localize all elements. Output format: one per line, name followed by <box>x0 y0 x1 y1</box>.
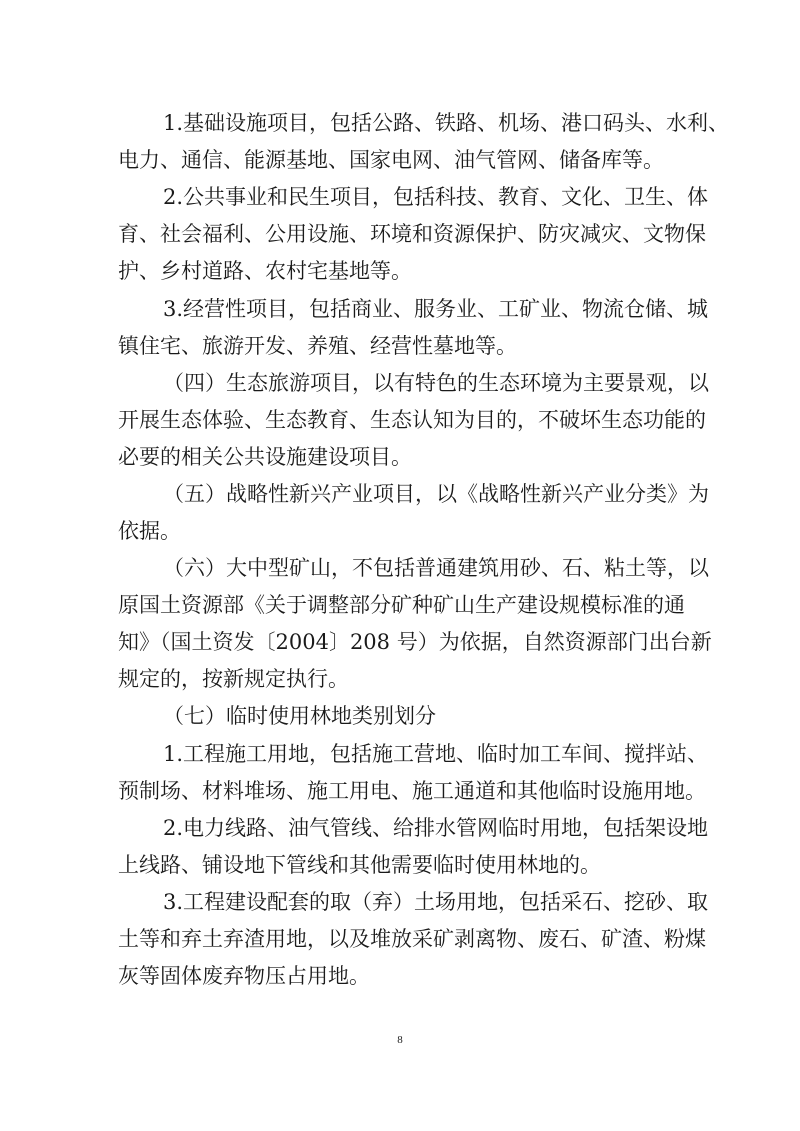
body-line: 知》（国土资发〔2004〕208 号）为依据，自然资源部门出台新 <box>118 630 712 654</box>
body-line: 3.经营性项目，包括商业、服务业、工矿业、物流仓储、城 <box>163 297 709 321</box>
section-heading-seven: （七）临时使用林地类别划分 <box>163 704 436 728</box>
body-line: 灰等固体废弃物压占用地。 <box>118 964 370 988</box>
page-number: 8 <box>397 1034 403 1046</box>
body-line: 原国土资源部《关于调整部分矿种矿山生产建设规模标准的通 <box>118 593 685 617</box>
body-line: 规定的，按新规定执行。 <box>118 667 349 691</box>
body-line: 电力、通信、能源基地、国家电网、油气管网、储备库等。 <box>118 148 664 172</box>
section-heading-four: （四）生态旅游项目，以有特色的生态环境为主要景观，以 <box>163 371 709 395</box>
body-line: 上线路、铺设地下管线和其他需要临时使用林地的。 <box>118 853 601 877</box>
body-line: 护、乡村道路、农村宅基地等。 <box>118 259 412 283</box>
body-line: 2.电力线路、油气管线、给排水管网临时用地，包括架设地 <box>163 816 709 840</box>
body-line: 镇住宅、旅游开发、养殖、经营性墓地等。 <box>118 334 517 358</box>
body-line: 1.工程施工用地，包括施工营地、临时加工车间、搅拌站、 <box>163 742 709 766</box>
body-line: 依据。 <box>118 519 181 543</box>
body-line: 预制场、材料堆场、施工用电、施工通道和其他临时设施用地。 <box>118 779 706 803</box>
body-line: 开展生态体验、生态教育、生态认知为目的，不破坏生态功能的 <box>118 408 706 432</box>
section-heading-six: （六）大中型矿山，不包括普通建筑用砂、石、粘土等，以 <box>163 556 709 580</box>
body-line: 1.基础设施项目，包括公路、铁路、机场、港口码头、水利、 <box>163 111 730 135</box>
body-line: 育、社会福利、公用设施、环境和资源保护、防灾减灾、文物保 <box>118 222 706 246</box>
body-line: 土等和弃土弃渣用地，以及堆放采矿剥离物、废石、矿渣、粉煤 <box>118 927 706 951</box>
section-heading-five: （五）战略性新兴产业项目，以《战略性新兴产业分类》为 <box>163 482 709 506</box>
body-line: 必要的相关公共设施建设项目。 <box>118 445 412 469</box>
body-line: 2.公共事业和民生项目，包括科技、教育、文化、卫生、体 <box>163 185 709 209</box>
body-line: 3.工程建设配套的取（弃）土场用地，包括采石、挖砂、取 <box>163 890 709 914</box>
